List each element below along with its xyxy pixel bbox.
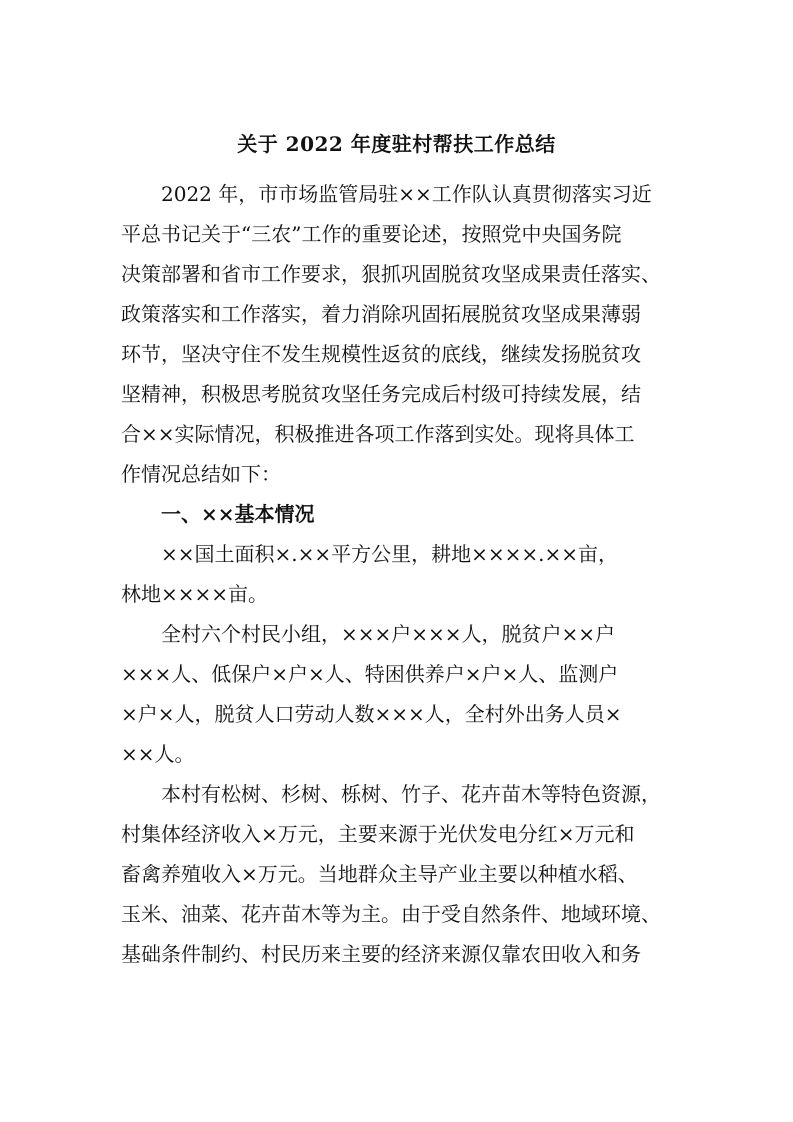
document-title: 关于 2022 年度驻村帮扶工作总结 — [237, 132, 556, 156]
line-text: 基础条件制约、村民历来主要的经济来源仅靠农田收入和务 — [121, 942, 641, 966]
line-text: 玉米、油菜、花卉苗木等为主。由于受自然条件、地域环境、 — [121, 902, 661, 926]
line-text: 林地××××亩。 — [121, 582, 269, 606]
line-text: 决策部署和省市工作要求，狠抓巩固脱贫攻坚成果责任落实、 — [121, 262, 661, 286]
line-text: 坚精神，积极思考脱贫攻坚任务完成后村级可持续发展，结 — [121, 382, 641, 406]
line-text: 2022 年，市市场监管局驻××工作队认真贯彻落实习近 — [161, 182, 652, 206]
line-text: 本村有松树、杉树、栎树、竹子、花卉苗木等特色资源， — [161, 782, 661, 806]
line-text: 作情况总结如下： — [121, 462, 281, 486]
line-text: ××国土面积×.××平方公里，耕地××××.××亩， — [161, 542, 619, 566]
line-text: 环节，坚决守住不发生规模性返贫的底线，继续发扬脱贫攻 — [121, 342, 641, 366]
line-text: 村集体经济收入×万元，主要来源于光伏发电分红×万元和 — [121, 822, 635, 846]
line-text: 畜禽养殖收入×万元。当地群众主导产业主要以种植水稻、 — [121, 862, 638, 886]
line-text: ×户×人，脱贫人口劳动人数×××人，全村外出务人员× — [121, 702, 622, 726]
heading-text: 一、××基本情况 — [161, 502, 315, 526]
line-text: 政策落实和工作落实，着力消除巩固拓展脱贫攻坚成果薄弱 — [121, 302, 641, 326]
line-text: ××人。 — [121, 742, 195, 766]
line-text: 平总书记关于“三农”工作的重要论述，按照党中央国务院 — [121, 222, 622, 246]
line-text: 全村六个村民小组，×××户×××人，脱贫户××户 — [161, 622, 616, 646]
line-text: ×××人、低保户×户×人、特困供养户×户×人、监测户 — [121, 662, 619, 686]
line-text: 合××实际情况，积极推进各项工作落到实处。现将具体工 — [121, 422, 635, 446]
